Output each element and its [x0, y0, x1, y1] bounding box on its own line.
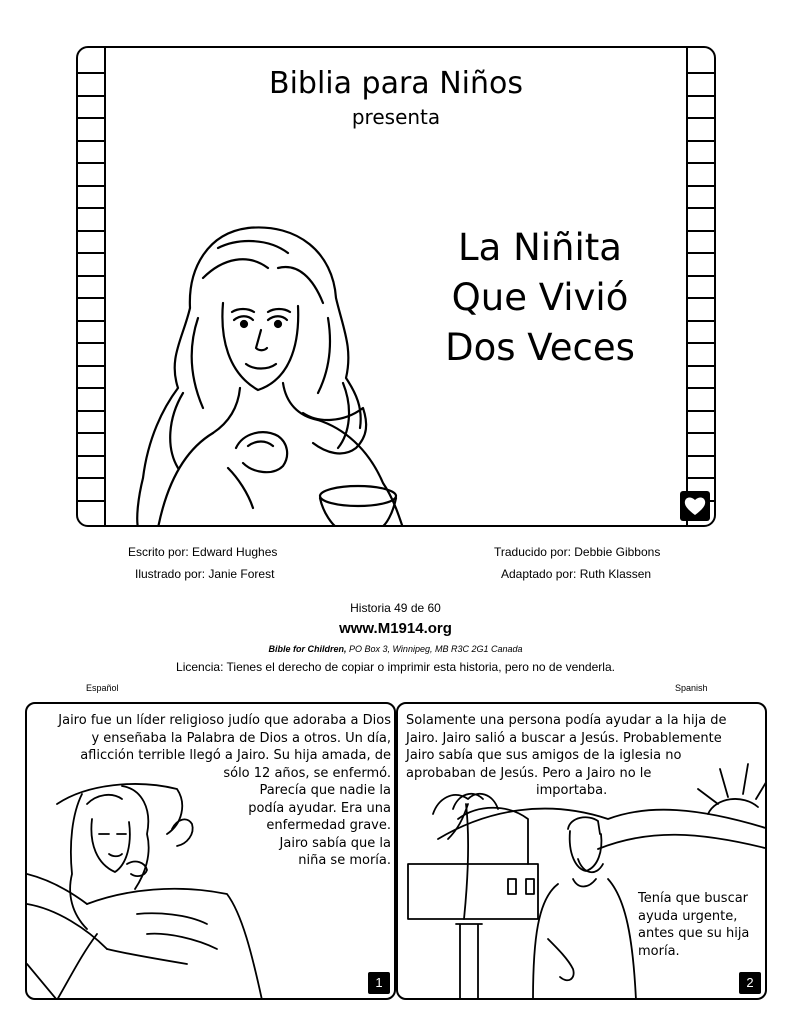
- address: [0, 644, 791, 654]
- film-strip-divider: [78, 297, 104, 299]
- film-strip-divider: [688, 162, 714, 164]
- panel-text-line: Parecía que nadie la: [259, 783, 391, 798]
- caption-line: ayuda urgente,: [638, 908, 738, 924]
- panel-text-line: Jairo sabía que sus amigos de la iglesia no: [406, 748, 682, 763]
- panel-text-line: aprobaban de Jesús. Pero a Jairo no le: [406, 765, 652, 781]
- film-strip-divider: [78, 252, 104, 254]
- film-strip-divider: [688, 432, 714, 434]
- film-strip-divider: [78, 275, 104, 277]
- film-strip-divider: [688, 342, 714, 344]
- written-by: Escrito por: Edward Hughes: [128, 545, 278, 559]
- film-strip-divider: [78, 162, 104, 164]
- film-strip-divider: [688, 455, 714, 457]
- panel-text-line: Jairo sabía que la: [279, 835, 391, 851]
- film-strip-divider: [688, 140, 714, 142]
- film-strip-divider: [688, 275, 714, 277]
- panel-text-line: Solamente una persona podía ayudar a la hija de: [406, 713, 727, 728]
- film-strip-divider: [78, 342, 104, 344]
- story-title-line: Dos Veces: [445, 326, 635, 369]
- film-strip-divider: [78, 477, 104, 479]
- adapted-by: Adaptado por: Ruth Klassen: [501, 567, 652, 581]
- story-title: [390, 223, 690, 373]
- film-strip-divider: [78, 410, 104, 412]
- caption-line: antes que su hija: [638, 926, 750, 941]
- page-number-2: 2: [739, 972, 761, 994]
- caption-line: Tenía que buscar: [638, 891, 749, 906]
- panel-text-line: Jairo. Jairo salió a buscar a Jesús. Probablemente: [406, 730, 722, 746]
- story-title-line: La Niñita: [458, 226, 622, 269]
- film-strip-divider: [78, 320, 104, 322]
- translated-by: Traducido por: Debbie Gibbons: [494, 545, 661, 559]
- girl-illustration: [128, 208, 418, 527]
- story-title-line: Que Vivió: [451, 276, 629, 319]
- film-strip-divider: [78, 140, 104, 142]
- film-strip-divider: [688, 230, 714, 232]
- jairus-street-illustration: [398, 759, 767, 1000]
- film-strip-divider: [688, 387, 714, 389]
- film-strip-divider: [78, 500, 104, 502]
- story-panel-1: [25, 702, 396, 1000]
- film-strip-divider: [688, 477, 714, 479]
- cover-frame: [76, 46, 716, 527]
- panel-text-line: sólo 12 años, se enfermó.: [223, 765, 391, 781]
- series-title: Biblia para Niños: [268, 66, 523, 101]
- film-strip-divider: [78, 207, 104, 209]
- film-strip-divider: [688, 320, 714, 322]
- heart-icon: [684, 496, 706, 516]
- address-org: Bible for Children,: [268, 644, 347, 654]
- series-subtitle: presenta: [351, 105, 441, 129]
- license-notice: Licencia: Tienes el derecho de copiar o imprimir esta historia, pero no de venderla.: [176, 660, 615, 674]
- film-strip-divider: [688, 365, 714, 367]
- story-panel-2: [396, 702, 767, 1000]
- address-details: PO Box 3, Winnipeg, MB R3C 2G1 Canada: [346, 644, 523, 654]
- film-strip-divider: [78, 432, 104, 434]
- panel-2-caption: [638, 890, 749, 960]
- film-strip-divider: [688, 185, 714, 187]
- film-strip-divider: [78, 185, 104, 187]
- film-strip-divider: [688, 410, 714, 412]
- heart-logo: [680, 491, 710, 521]
- panel-text-line: enfermedad grave.: [266, 818, 391, 833]
- page-number-1: 1: [368, 972, 390, 994]
- language-label-left: Español: [86, 683, 119, 693]
- film-strip-divider: [688, 207, 714, 209]
- film-strip-divider: [78, 387, 104, 389]
- film-strip-divider: [78, 230, 104, 232]
- story-number: Historia 49 de 60: [350, 601, 441, 615]
- panel-text-line: niña se moría.: [298, 853, 391, 868]
- language-label-right: Spanish: [675, 683, 708, 693]
- panel-text-line: podía ayudar. Era una: [248, 800, 391, 816]
- website-link[interactable]: www.M1914.org: [339, 620, 452, 637]
- film-strip-divider: [78, 365, 104, 367]
- panel-text-line: importaba.: [536, 783, 608, 798]
- panel-text-line: aflicción terrible llegó a Jairo. Su hija amada, de: [80, 748, 391, 763]
- film-strip-divider: [78, 455, 104, 457]
- film-strip-divider: [688, 252, 714, 254]
- illustrated-by: Ilustrado por: Janie Forest: [135, 567, 275, 581]
- panel-text-line: Jairo fue un líder religioso judío que adoraba a Dios: [58, 713, 391, 728]
- film-strip-divider: [688, 297, 714, 299]
- panel-text-line: y enseñaba la Palabra de Dios a otros. Un día,: [91, 730, 391, 746]
- sick-girl-illustration: [27, 764, 267, 1000]
- caption-line: moría.: [638, 943, 680, 959]
